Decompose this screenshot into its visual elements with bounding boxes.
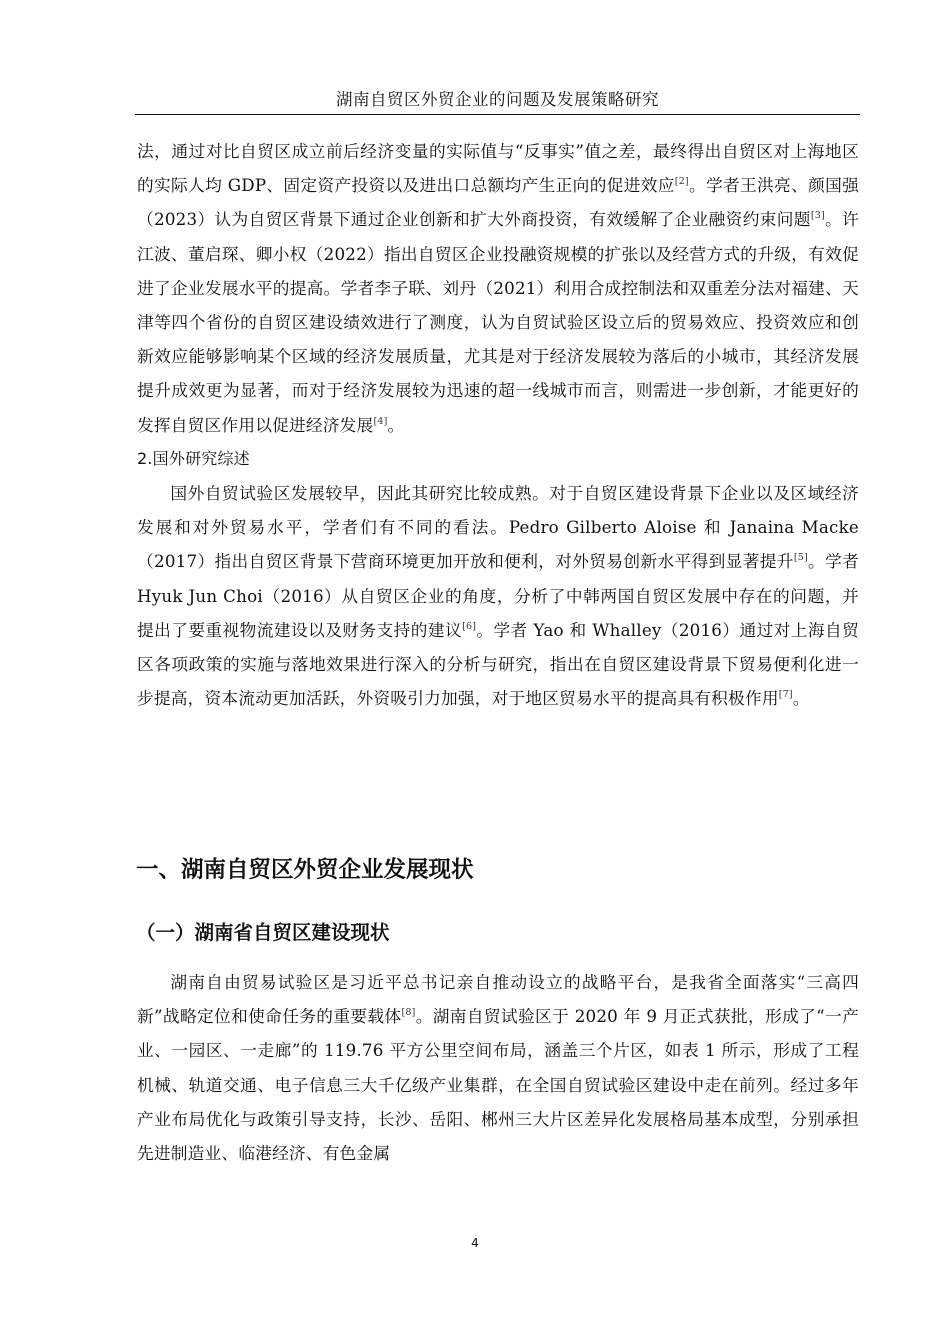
- paragraph-text: 。: [387, 414, 405, 435]
- body-text-top: [137, 134, 859, 715]
- paragraph-text: 法，通过对比自贸区成立前后经济变量的实际值与“反事实”值之差，最终得出自贸区对上海地区的实际人均 GDP、固定资产投资以及进出口总额均产生正向的促进效应: [137, 141, 859, 196]
- paragraph-text: 。学者 Hyuk Jun Choi（2016）从自贸区企业的角度，分析了中韩两国自贸区发展中存在的问题，并提出了要重视物流建设以及财务支持的建议: [137, 551, 859, 640]
- paragraph-text: 国外自贸试验区发展较早，因此其研究比较成熟。对于自贸区建设背景下企业以及区域经济发展和对外贸易水平，学者们有不同的看法。Pedro Gilberto Aloise 和 Janaina Macke（2017）指出自贸区背景下营商环境更加开放和便利，对外贸易创新水平得到显著提升: [137, 483, 859, 572]
- paragraph-hunan-ftz-status: [137, 965, 859, 1170]
- header-rule: [135, 114, 860, 115]
- running-header: 湖南自贸区外贸企业的问题及发展策略研究: [336, 90, 659, 109]
- citation-5: [5]: [793, 552, 808, 564]
- paragraph-text: 。湖南自贸试验区于 2020 年 9 月正式获批，形成了“一产业、一园区、一走廊”的 119.76 平方公里空间布局，涵盖三个片区，如表 1 所示，形成了工程机械、轨道交通、电子信息三大千亿级产业集群，在全国自贸试验区建设中走在前列。经过多年产业布局优化与政策引导支持，长沙、岳阳、郴州三大片区差异化发展格局基本成型，分别承担先进制造业、临港经济、有色金属: [137, 1006, 859, 1164]
- citation-4: [4]: [373, 415, 388, 427]
- citation-3: [3]: [810, 210, 825, 222]
- section-heading: （一）湖南省自贸区建设现状: [136, 921, 390, 944]
- paragraph-foreign-review: [137, 476, 859, 715]
- citation-2: [2]: [674, 176, 689, 188]
- citation-7: [7]: [778, 689, 793, 701]
- citation-6: [6]: [462, 620, 477, 632]
- paragraph-text: 。学者 Yao 和 Whalley（2016）通过对上海自贸区各项政策的实施与落地效果进行深入的分析与研究，指出在自贸区建设背景下贸易便利化进一步提高，资本流动更加活跃，外资吸引力加强，对于地区贸易水平的提高具有积极作用: [137, 619, 859, 709]
- chapter-heading: 一、湖南自贸区外贸企业发展现状: [136, 857, 474, 883]
- paragraph-text: 。学者王洪亮、颜国强（2023）认为自贸区背景下通过企业创新和扩大外商投资，有效缓解了企业融资约束问题: [137, 175, 860, 230]
- paragraph-text: 湖南自由贸易试验区是习近平总书记亲自推动设立的战略平台，是我省全面落实“三高四新”战略定位和使命任务的重要载体: [137, 972, 859, 1027]
- paragraph-text: 。许江波、董启琛、卿小权（2022）指出自贸区企业投融资规模的扩张以及经营方式的升级，有效促进了企业发展水平的提高。学者李子联、刘丹（2021）利用合成控制法和双重差分法对福建、天津等四个省份的自贸区建设绩效进行了测度，认为自贸试验区设立后的贸易效应、投资效应和创新效应能够影响某个区域的经济发展质量，尤其是对于经济发展较为落后的小城市，其经济发展提升成效更为显著，而对于经济发展较为迅速的超一线城市而言，则需进一步创新，才能更好的发挥自贸区作用以促进经济发展: [137, 209, 859, 435]
- paragraph-domestic-review-continued: [137, 134, 859, 442]
- paragraph-text: 。: [792, 688, 810, 709]
- citation-8: [8]: [401, 1007, 416, 1019]
- page-number: 4: [471, 1236, 479, 1250]
- body-text-bottom: [137, 965, 859, 1170]
- section-subheading: 2.国外研究综述: [137, 448, 250, 468]
